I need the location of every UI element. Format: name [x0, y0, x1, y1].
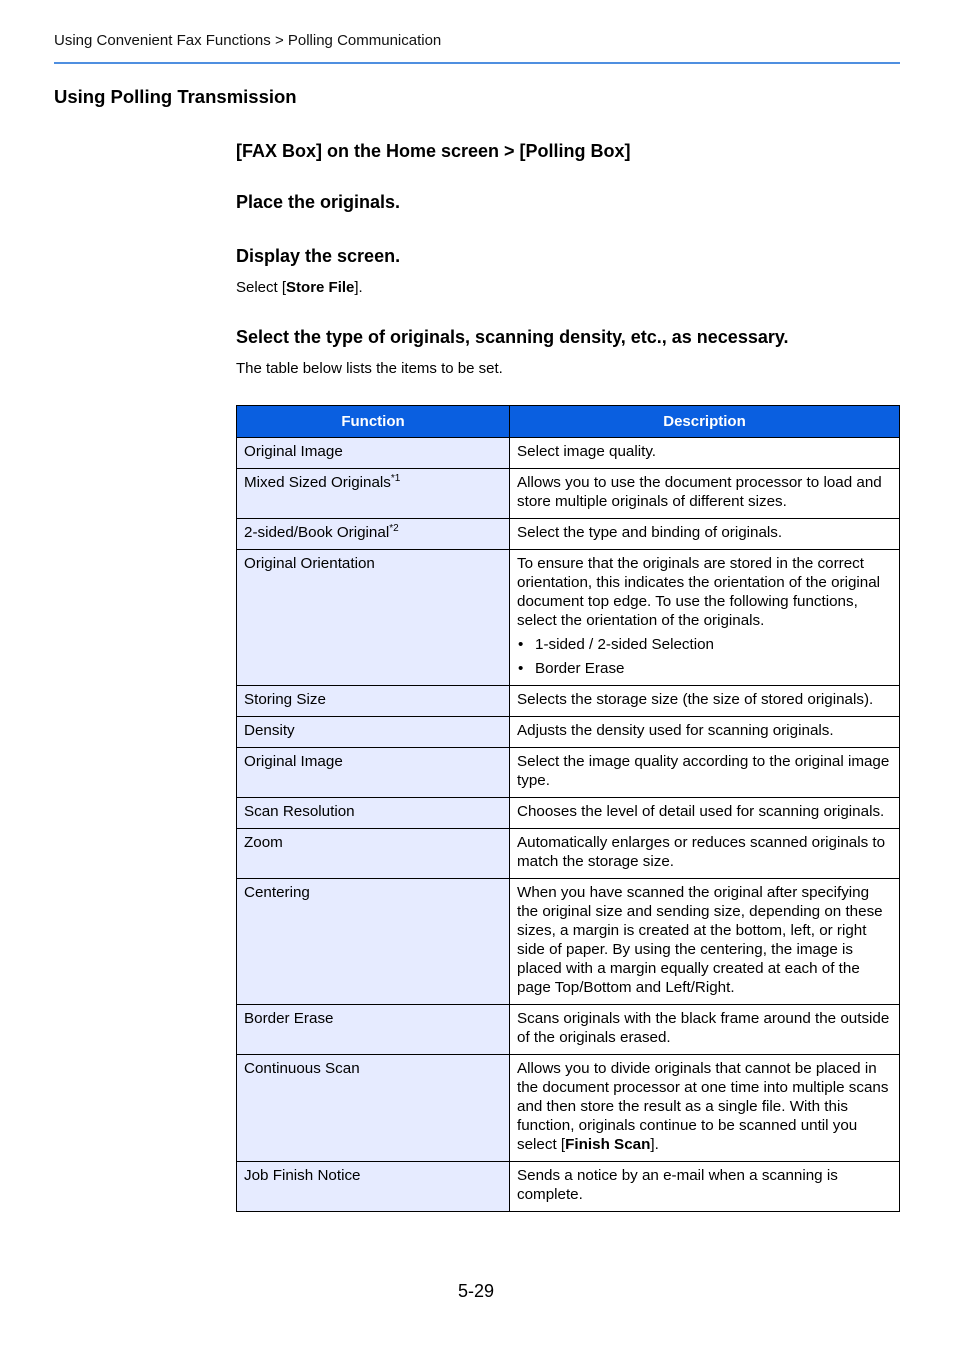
section-title: Using Polling Transmission [54, 86, 297, 107]
description-cell: Allows you to use the document processor to load and store multiple originals of different sizes. [510, 469, 900, 519]
description-text: To ensure that the originals are stored in the correct orientation, this indicates the orientation of the original document top edge. To use the following functions, select the orientation of the originals. [517, 555, 881, 629]
table-row [237, 1055, 900, 1162]
column-header-function: Function [237, 406, 510, 438]
footnote-mark: *1 [390, 473, 401, 484]
table-row [237, 438, 900, 469]
step-3-note: Select [Store File]. [236, 279, 363, 296]
description-cell: When you have scanned the original after specifying the original size and sending size, depending on these sizes, a margin is created at the bottom, left, or right side of paper. By using the centering, the image is placed with a margin equally created at each of the page Top/Bottom and Left/Right. [510, 879, 900, 1005]
step-2-heading: Place the originals. [236, 192, 401, 212]
table-row [237, 717, 900, 748]
description-cell: Adjusts the density used for scanning originals. [510, 717, 900, 748]
description-cell: Automatically enlarges or reduces scanned originals to match the storage size. [510, 829, 900, 879]
table-row [237, 469, 900, 519]
breadcrumb: Using Convenient Fax Functions > Polling Communication [54, 32, 442, 49]
table-header-row [237, 406, 900, 438]
function-cell: Job Finish Notice [237, 1162, 510, 1212]
function-cell: Scan Resolution [237, 798, 510, 829]
function-cell: Border Erase [237, 1005, 510, 1055]
table-row [237, 829, 900, 879]
step-3-heading: Display the screen. [236, 246, 401, 266]
function-cell: Density [237, 717, 510, 748]
footnote-mark: *2 [389, 523, 399, 534]
description-cell: Select the image quality according to the original image type. [510, 748, 900, 798]
function-cell: Centering [237, 879, 510, 1005]
table-row [237, 519, 900, 550]
description-cell: Scans originals with the black frame around the outside of the originals erased. [510, 1005, 900, 1055]
function-cell: Continuous Scan [237, 1055, 510, 1162]
function-cell: Zoom [237, 829, 510, 879]
table-row [237, 550, 900, 686]
description-cell: Select image quality. [510, 438, 900, 469]
function-cell: Mixed Sized Originals$^{*1}$ [237, 469, 510, 519]
bullet-item: • Border Erase [517, 659, 892, 678]
step-1-heading: [FAX Box] on the Home screen > [Polling Box] [236, 141, 631, 161]
description-cell: Select the type and binding of originals. [510, 519, 900, 550]
description-cell: Chooses the level of detail used for scanning originals. [510, 798, 900, 829]
bullet-item: • 1-sided / 2-sided Selection [517, 635, 892, 654]
bullet-list [517, 635, 892, 678]
description-cell [510, 550, 900, 686]
table-row [237, 1005, 900, 1055]
table-row [237, 686, 900, 717]
header-divider [54, 62, 900, 64]
function-cell: Original Orientation [237, 550, 510, 686]
table-row [237, 1162, 900, 1212]
function-cell: Original Image [237, 438, 510, 469]
function-cell: Storing Size [237, 686, 510, 717]
page-number: 5-29 [458, 1281, 495, 1301]
step-4-heading: Select the type of originals, scanning density, etc., as necessary. [236, 327, 789, 347]
step-4-note: The table below lists the items to be set. [236, 360, 503, 377]
description-cell: Sends a notice by an e-mail when a scanning is complete. [510, 1162, 900, 1212]
function-cell: 2-sided/Book Original$^{*2}$ [237, 519, 510, 550]
table-row [237, 879, 900, 1005]
settings-table [236, 405, 900, 1212]
description-cell: Selects the storage size (the size of stored originals). [510, 686, 900, 717]
function-cell: Original Image [237, 748, 510, 798]
description-cell: Allows you to divide originals that cannot be placed in the document processor at one time into multiple scans and then store the result as a single file. With this function, originals continue to be scanned until you select [Finish Scan]. [510, 1055, 900, 1162]
column-header-description: Description [510, 406, 900, 438]
table-row [237, 798, 900, 829]
table-row [237, 748, 900, 798]
